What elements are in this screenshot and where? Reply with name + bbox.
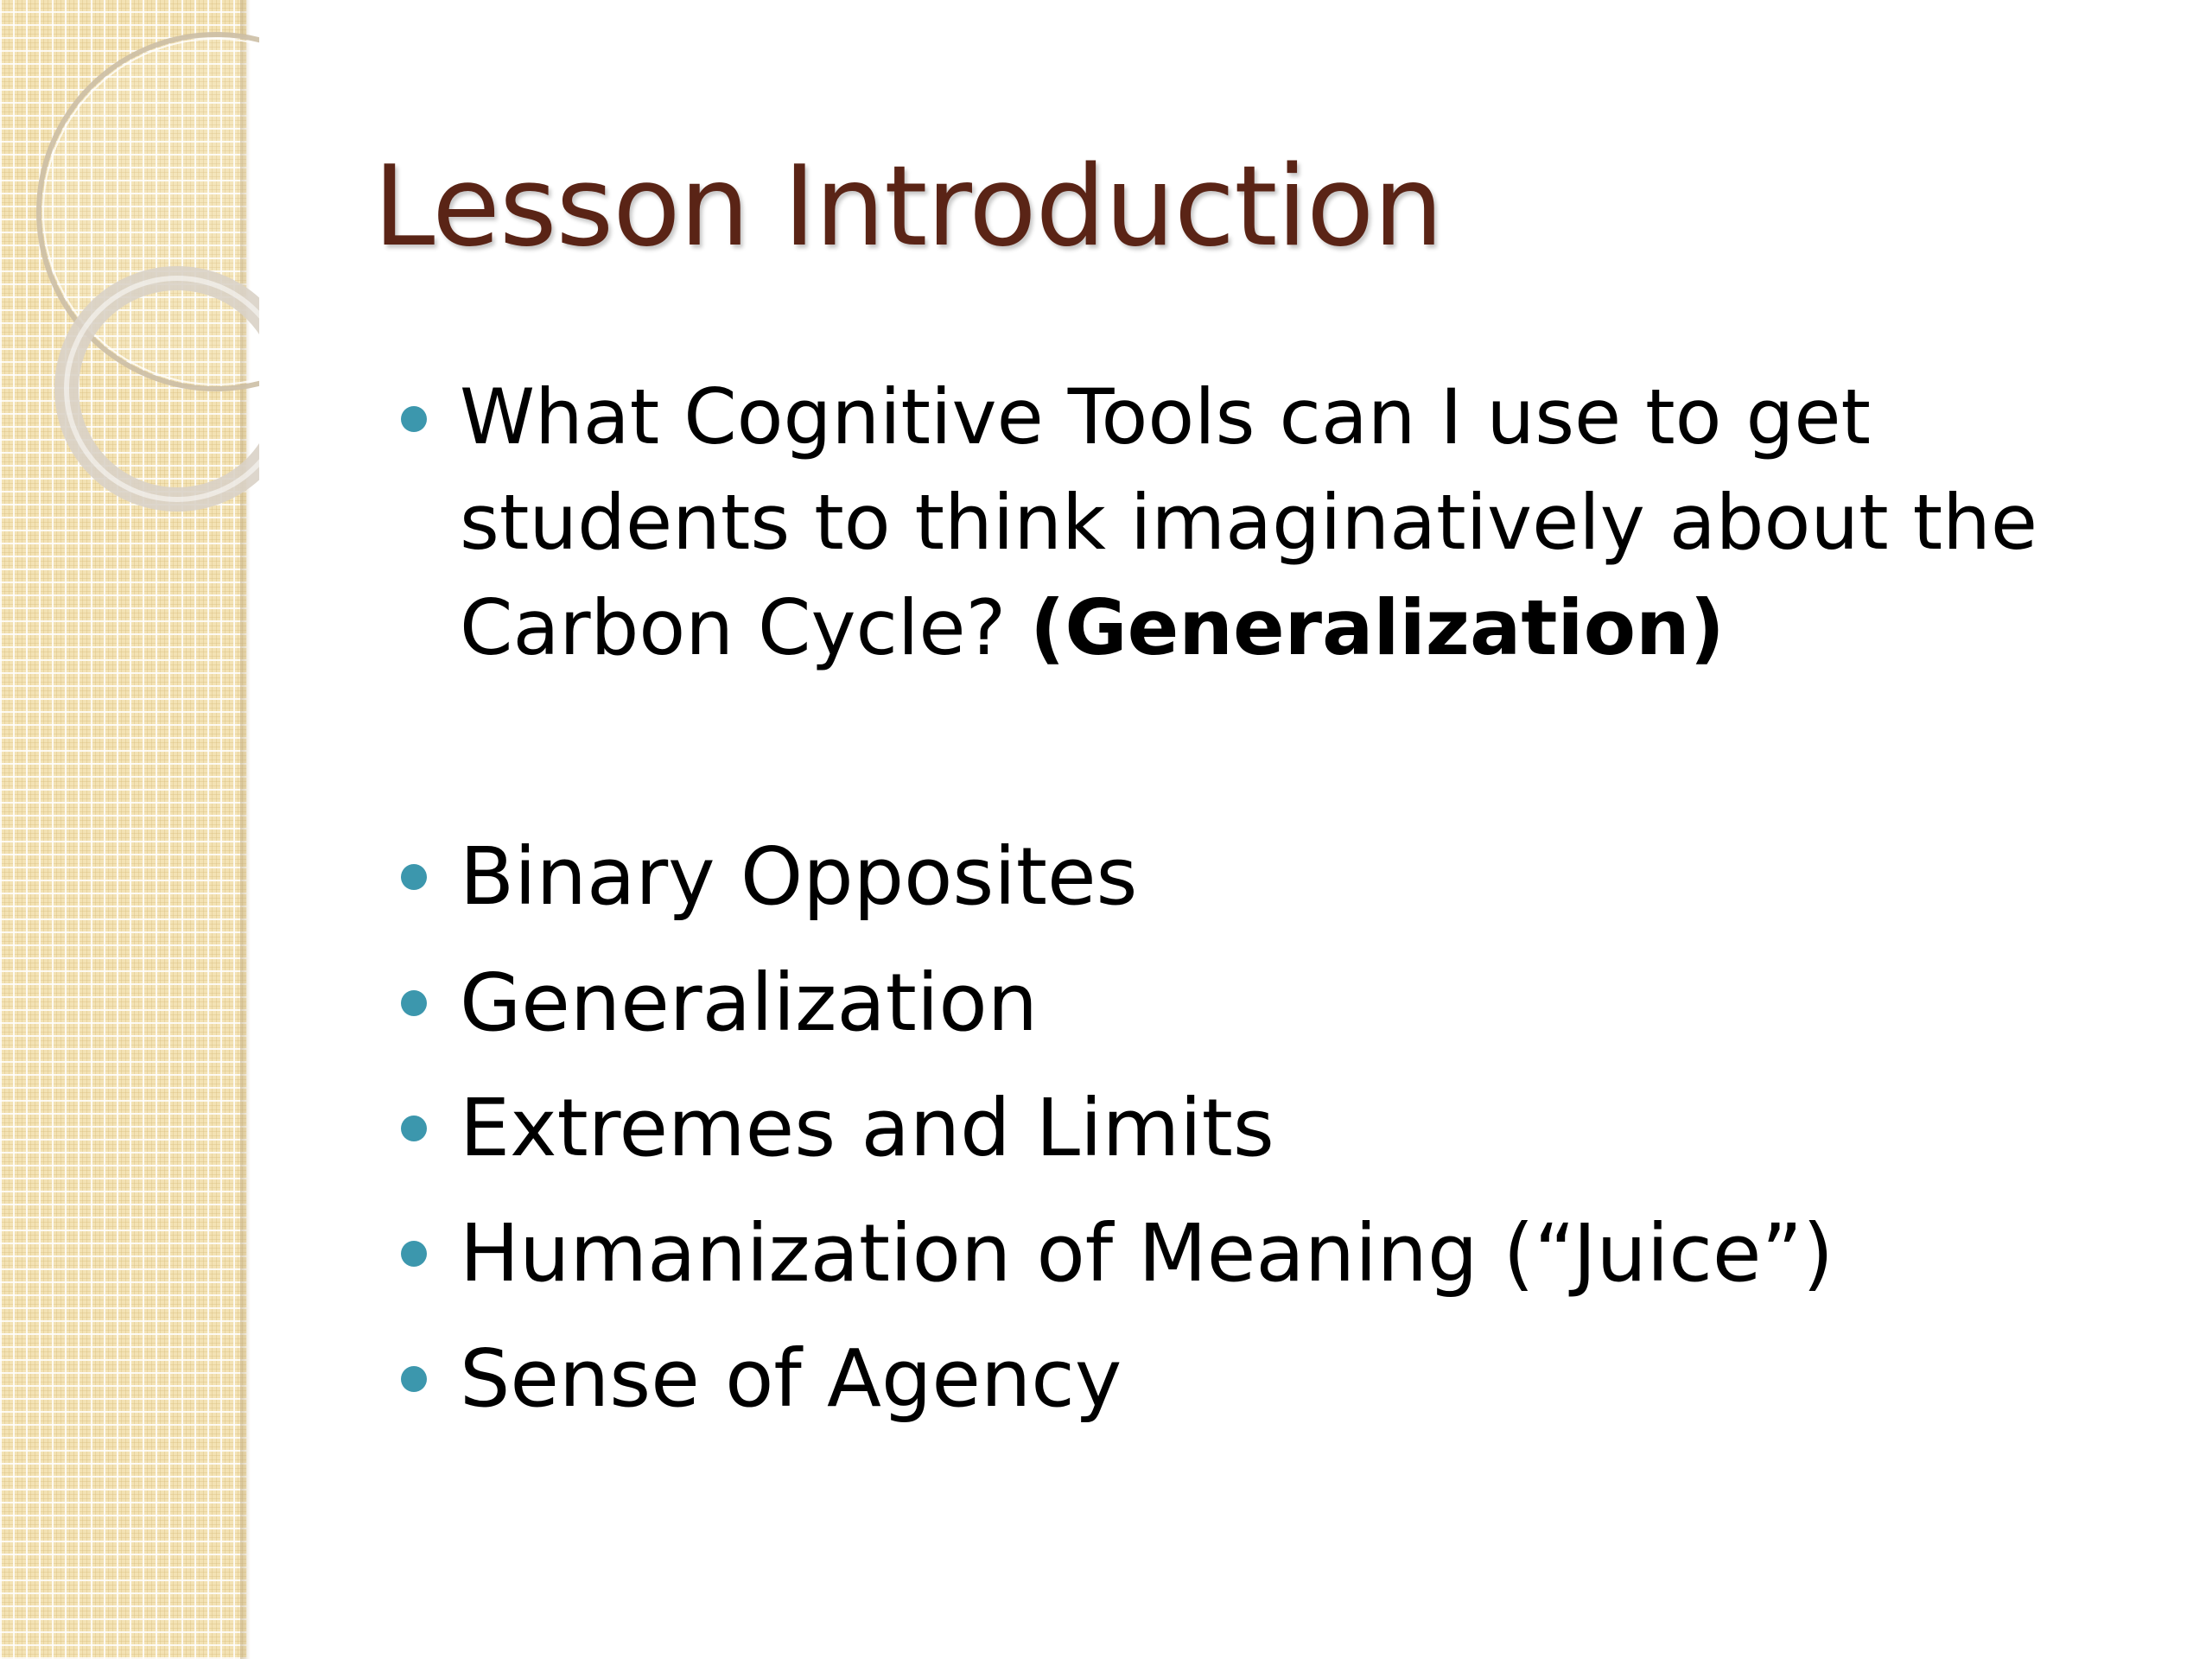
bullet-dot-icon (401, 1116, 427, 1141)
question-emphasis: (Generalization) (1030, 583, 1725, 672)
list-item-label: Extremes and Limits (460, 1082, 1274, 1174)
list-item-label: Generalization (460, 957, 1039, 1049)
bullet-dot-icon (401, 1241, 427, 1267)
question-text: What Cognitive Tools can I use to get students to think imaginatively about the Carbon Cycle? (460, 372, 2038, 672)
list-item (460, 1202, 1834, 1306)
bullet-dot-icon (401, 1366, 427, 1392)
bullet-dot-icon (401, 406, 427, 432)
list-item-label: Humanization of Meaning (“Juice”) (460, 1207, 1834, 1300)
list-item-label: Sense of Agency (460, 1332, 1122, 1425)
bullet-dot-icon (401, 864, 427, 890)
bullet-dot-icon (401, 990, 427, 1016)
list-item (460, 1327, 1122, 1431)
list-item (460, 825, 1137, 929)
list-item-label: Binary Opposites (460, 830, 1138, 923)
list-item (460, 951, 1038, 1055)
list-item (460, 1077, 1274, 1180)
slide-title: Lesson Introduction (373, 143, 1443, 271)
rings-decoration-icon (0, 0, 259, 553)
question-bullet (460, 365, 2179, 681)
